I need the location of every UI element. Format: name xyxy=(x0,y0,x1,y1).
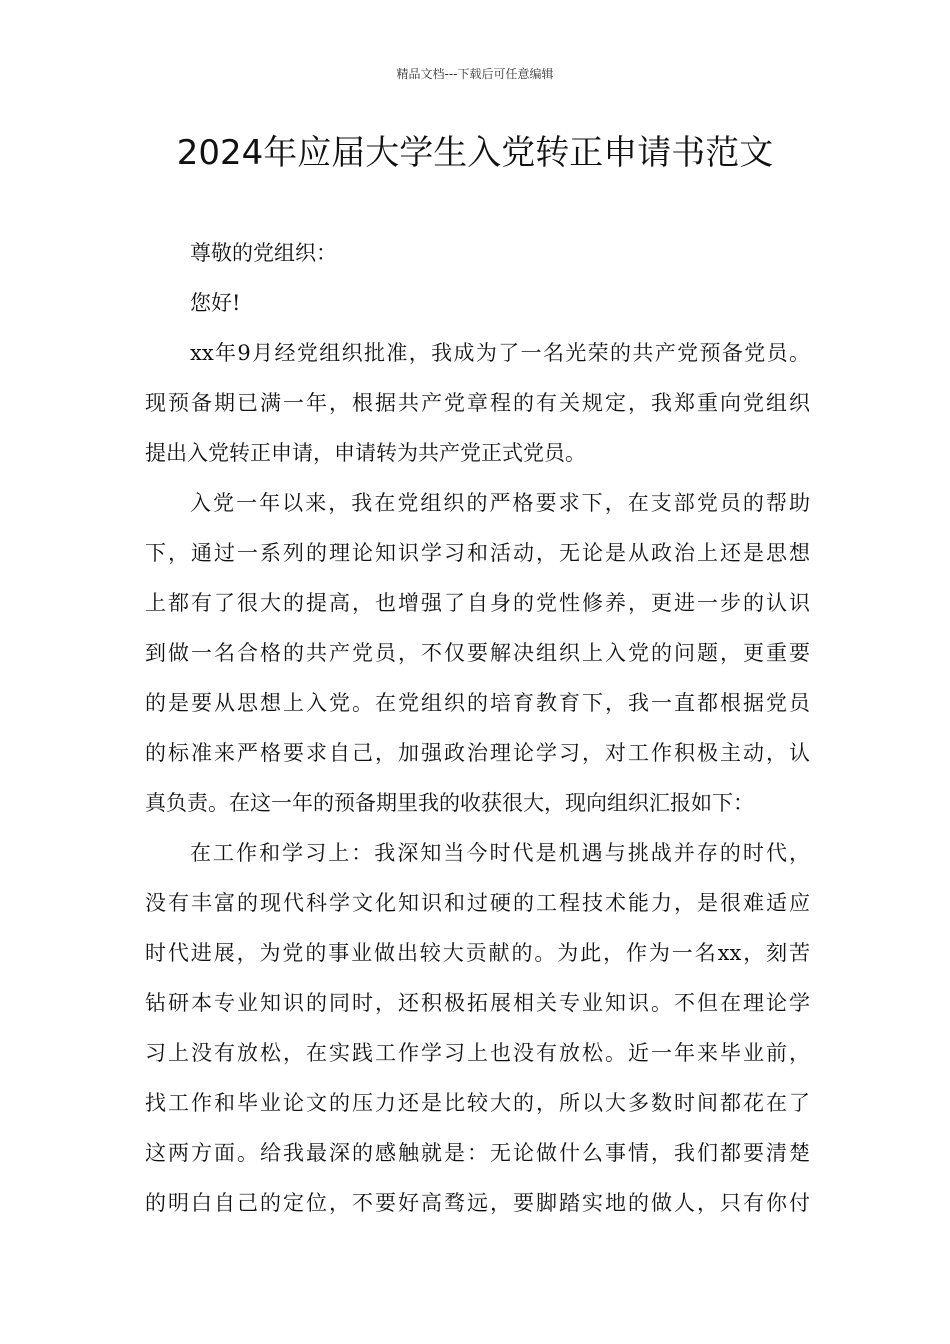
text-line: 提出入党转正申请，申请转为共产党正式党员。 xyxy=(145,441,586,465)
text-line: 在工作和学习上：我深知当今时代是机遇与挑战并存的时代， xyxy=(190,841,810,865)
text-line: 钻研本专业知识的同时，还积极拓展相关专业知识。不但在理论学 xyxy=(145,991,810,1015)
text-line: 没有丰富的现代科学文化知识和过硬的工程技术能力，是很难适应 xyxy=(145,891,810,915)
text-line: 您好! xyxy=(190,291,241,315)
text-line: 习上没有放松，在实践工作学习上也没有放松。近一年来毕业前， xyxy=(145,1041,810,1065)
text-line: 上都有了很大的提高，也增强了自身的党性修养，更进一步的认识 xyxy=(145,591,810,615)
text-line: 的标准来严格要求自己，加强政治理论学习，对工作积极主动，认 xyxy=(145,741,810,765)
text-line: 找工作和毕业论文的压力还是比较大的，所以大多数时间都花在了 xyxy=(145,1091,810,1115)
text-line: 下，通过一系列的理论知识学习和活动，无论是从政治上还是思想 xyxy=(145,541,810,565)
text-line: 的是要从思想上入党。在党组织的培育教育下，我一直都根据党员 xyxy=(145,691,810,715)
text-line: 现预备期已满一年，根据共产党章程的有关规定，我郑重向党组织 xyxy=(145,391,810,415)
document-title: 2024年应届大学生入党转正申请书范文 xyxy=(176,133,774,173)
text-line: 入党一年以来，我在党组织的严格要求下，在支部党员的帮助 xyxy=(190,491,810,515)
text-line: 到做一名合格的共产党员，不仅要解决组织上入党的问题，更重要 xyxy=(145,641,810,665)
text-line: xx年9月经党组织批准，我成为了一名光荣的共产党预备党员。 xyxy=(190,341,810,365)
text-line: 尊敬的党组织： xyxy=(190,241,337,265)
text-line: 时代进展，为党的事业做出较大贡献的。为此，作为一名xx，刻苦 xyxy=(145,941,810,965)
document-body xyxy=(145,228,810,1228)
text-line: 真负责。在这一年的预备期里我的收获很大，现向组织汇报如下： xyxy=(145,791,754,815)
text-line: 这两方面。给我最深的感触就是：无论做什么事情，我们都要清楚 xyxy=(145,1141,810,1165)
header-note: 精品文档---下载后可任意编辑 xyxy=(396,67,554,81)
text-line: 的明白自己的定位，不要好高骛远，要脚踏实地的做人，只有你付 xyxy=(145,1191,810,1215)
